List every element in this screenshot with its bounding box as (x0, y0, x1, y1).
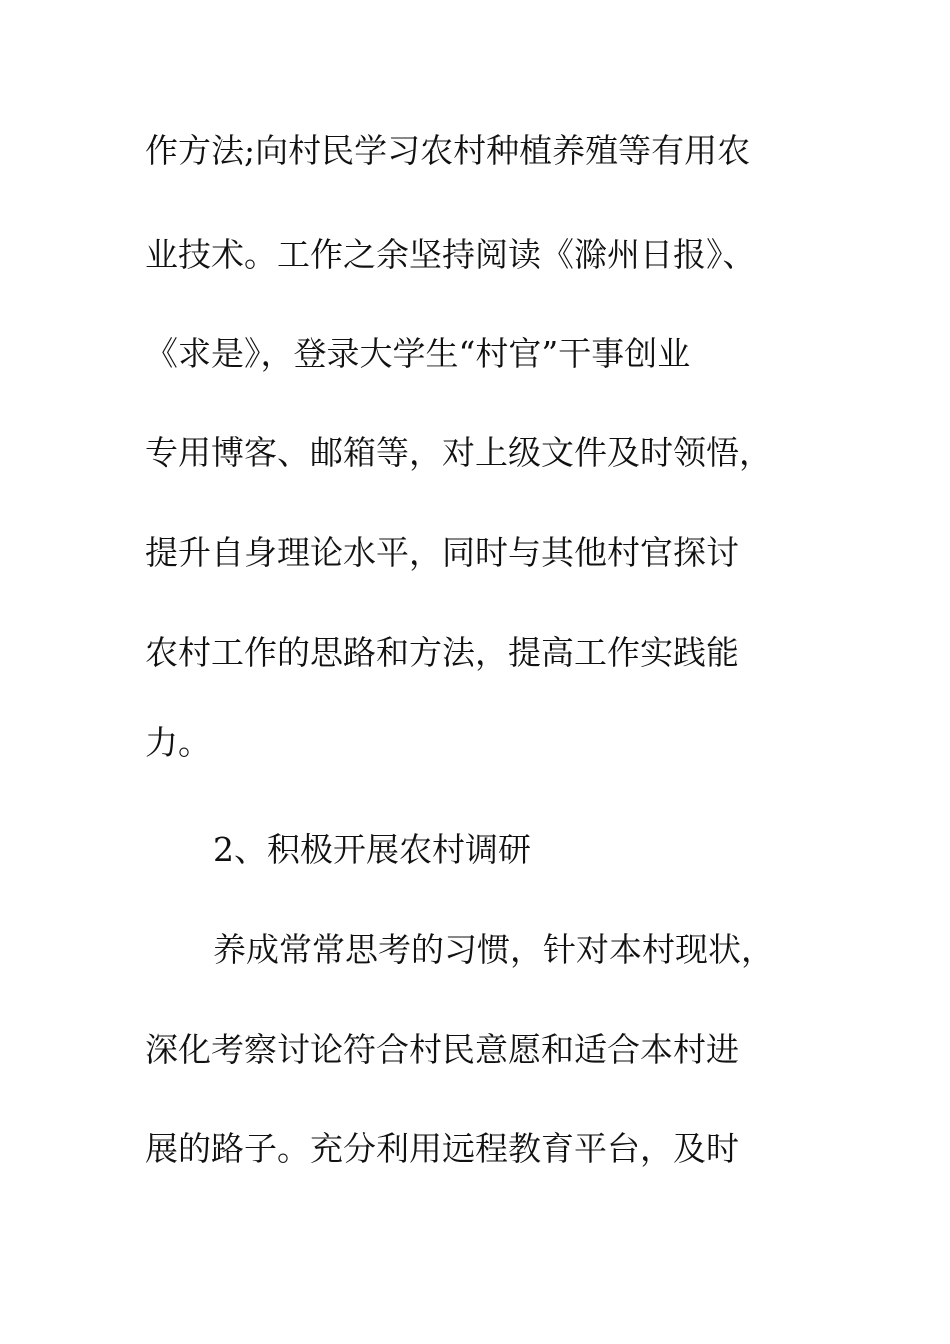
text-line-11: 展的路子。充分利用远程教育平台，及时 (145, 1129, 739, 1168)
section-heading: 2、积极开展农村调研 (213, 830, 531, 869)
text-line-2: 业技术。工作之余坚持阅读《滁州日报》、 (145, 235, 756, 274)
text-line-3: 《求是》，登录大学生“村官”干事创业 (145, 334, 691, 373)
text-line-5: 提升自身理论水平，同时与其他村官探讨 (145, 533, 739, 572)
text-line-7: 力。 (145, 723, 211, 762)
text-line-6: 农村工作的思路和方法，提高工作实践能 (145, 633, 739, 672)
text-line-10: 深化考察讨论符合村民意愿和适合本村进 (145, 1030, 739, 1069)
text-line-4: 专用博客、邮箱等，对上级文件及时领悟， (145, 433, 772, 472)
text-line-1: 作方法;向村民学习农村种植养殖等有用农 (145, 131, 751, 170)
text-line-9: 养成常常思考的习惯，针对本村现状， (213, 930, 774, 969)
